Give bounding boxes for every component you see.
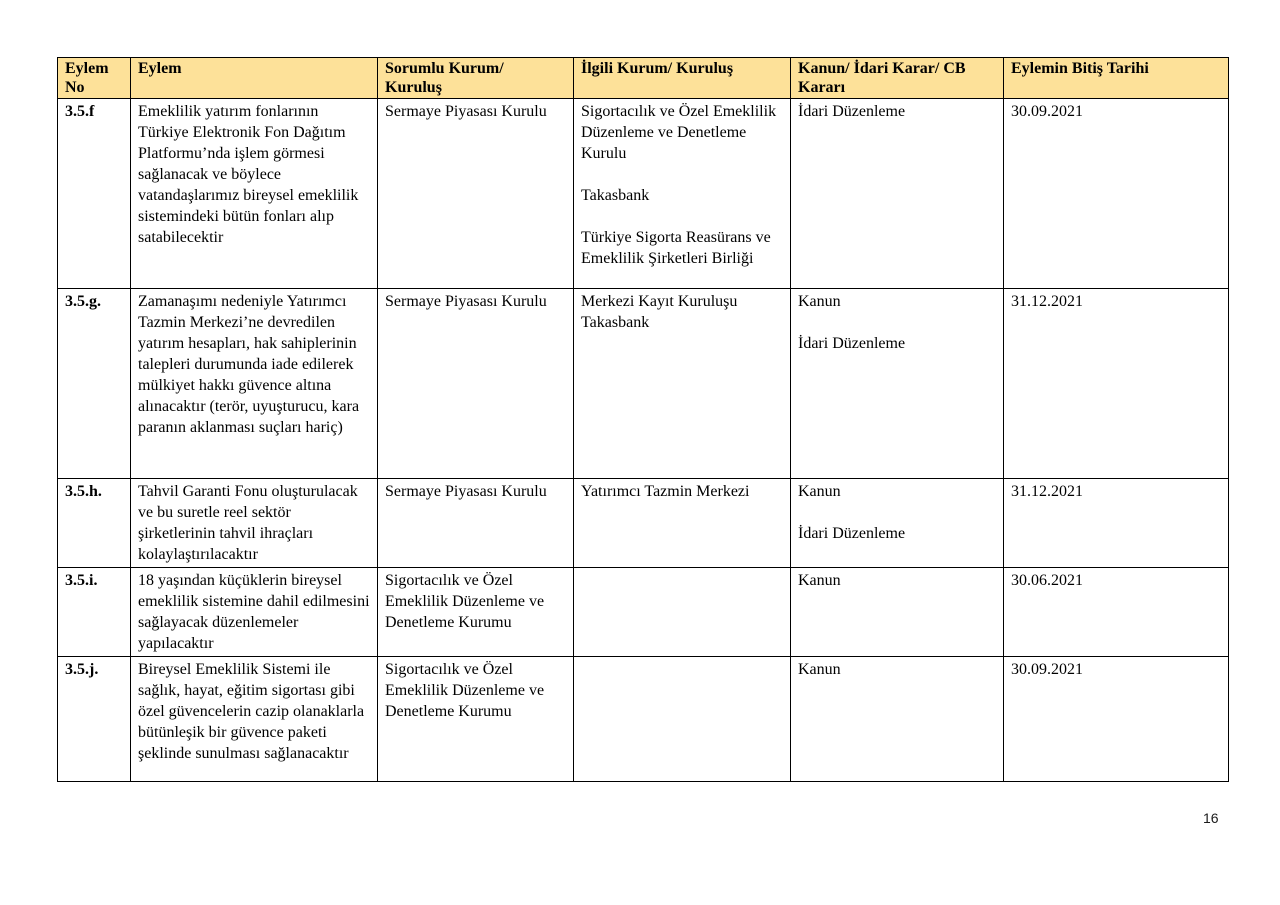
cell-paragraph: Sigortacılık ve Özel Emeklilik Düzenleme ve Denetleme Kurumu [385, 572, 545, 631]
cell-tarih [1004, 99, 1229, 289]
cell-paragraph [581, 164, 783, 185]
table-row [58, 479, 1229, 568]
table-row [58, 99, 1229, 289]
cell-paragraph: Zamanaşımı nedeniyle Yatırımcı Tazmin Merkezi’ne devredilen yatırım hesapları, hak sahiplerinin talepleri durumunda iade edilerek mülkiyet hakkı güvence altına alınacaktır (terör, uyuşturucu, kara paranın aklanması suçları hariç) [138, 293, 360, 436]
cell-tarih [1004, 568, 1229, 657]
cell-paragraph: 3.5.j. [65, 661, 99, 678]
cell-tarih [1004, 479, 1229, 568]
cell-no [58, 99, 131, 289]
cell-eylem [131, 657, 378, 782]
cell-sorumlu [378, 657, 574, 782]
header-row [58, 58, 1229, 99]
cell-ilgili [574, 657, 791, 782]
table-body [58, 99, 1229, 782]
header-cell-ilgili [574, 58, 791, 99]
cell-ilgili [574, 99, 791, 289]
cell-paragraph: 31.12.2021 [1011, 293, 1083, 310]
header-line: Kanun/ İdari Karar/ CB [798, 60, 966, 77]
cell-paragraph: Sermaye Piyasası Kurulu [385, 103, 547, 120]
cell-sorumlu [378, 99, 574, 289]
table-row [58, 289, 1229, 479]
header-line: No [65, 79, 85, 96]
header-line: Eylem [138, 60, 182, 77]
cell-paragraph: Merkezi Kayıt Kuruluşu Takasbank [581, 293, 738, 331]
cell-paragraph: 18 yaşından küçüklerin bireysel emeklilik sistemine dahil edilmesini sağlayacak düzenlemeler yapılacaktır [138, 572, 370, 652]
cell-paragraph [798, 312, 996, 333]
cell-paragraph: Kanun [798, 483, 841, 500]
cell-tarih [1004, 289, 1229, 479]
header-line: Kararı [798, 79, 846, 96]
cell-paragraph: İdari Düzenleme [798, 335, 906, 352]
cell-no [58, 657, 131, 782]
cell-paragraph: İdari Düzenleme [798, 103, 906, 120]
cell-no [58, 568, 131, 657]
cell-kanun [791, 99, 1004, 289]
cell-eylem [131, 289, 378, 479]
header-cell-tarih [1004, 58, 1229, 99]
cell-paragraph: 3.5.i. [65, 572, 98, 589]
cell-paragraph: 30.09.2021 [1011, 661, 1083, 678]
cell-eylem [131, 568, 378, 657]
table-row [58, 568, 1229, 657]
cell-sorumlu [378, 479, 574, 568]
header-cell-kanun [791, 58, 1004, 99]
cell-paragraph: 3.5.g. [65, 293, 101, 310]
header-cell-eylem [131, 58, 378, 99]
cell-kanun [791, 568, 1004, 657]
header-line: İlgili Kurum/ Kuruluş [581, 60, 734, 77]
header-line: Sorumlu Kurum/ [385, 60, 504, 77]
cell-paragraph: Bireysel Emeklilik Sistemi ile sağlık, hayat, eğitim sigortası gibi özel güvencelerin cazip olanaklarla bütünleşik bir güvence paketi şeklinde sunulması sağlanacaktır [138, 661, 365, 762]
cell-kanun [791, 657, 1004, 782]
cell-ilgili [574, 289, 791, 479]
cell-paragraph: Kanun [798, 293, 841, 310]
cell-paragraph: Yatırımcı Tazmin Merkezi [581, 483, 750, 500]
header-line: Kuruluş [385, 79, 442, 96]
action-plan-table [57, 57, 1229, 782]
header-line: Eylem [65, 60, 109, 77]
cell-sorumlu [378, 568, 574, 657]
cell-ilgili [574, 568, 791, 657]
header-cell-no [58, 58, 131, 99]
cell-paragraph [798, 502, 996, 523]
cell-paragraph: 3.5.f [65, 103, 95, 120]
cell-paragraph: Emeklilik yatırım fonlarının Türkiye Elektronik Fon Dağıtım Platformu’nda işlem görmesi sağlanacak ve böylece vatandaşlarımız bireysel emeklilik sistemindeki bütün fonları alıp satabilecektir [138, 103, 359, 246]
cell-kanun [791, 289, 1004, 479]
cell-eylem [131, 479, 378, 568]
cell-paragraph: Kanun [798, 661, 841, 678]
cell-paragraph: Sermaye Piyasası Kurulu [385, 293, 547, 310]
cell-paragraph: 30.09.2021 [1011, 103, 1083, 120]
cell-paragraph: İdari Düzenleme [798, 525, 906, 542]
cell-no [58, 289, 131, 479]
cell-eylem [131, 99, 378, 289]
table-header [58, 58, 1229, 99]
cell-paragraph: Türkiye Sigorta Reasürans ve Emeklilik Şirketleri Birliği [581, 229, 771, 267]
cell-paragraph [581, 206, 783, 227]
header-line: Eylemin Bitiş Tarihi [1011, 60, 1149, 77]
cell-paragraph: 30.06.2021 [1011, 572, 1083, 589]
cell-sorumlu [378, 289, 574, 479]
cell-ilgili [574, 479, 791, 568]
cell-tarih [1004, 657, 1229, 782]
table-row [58, 657, 1229, 782]
cell-paragraph: 3.5.h. [65, 483, 102, 500]
cell-paragraph: Sigortacılık ve Özel Emeklilik Düzenleme ve Denetleme Kurumu [385, 661, 545, 720]
cell-no [58, 479, 131, 568]
cell-paragraph: Kanun [798, 572, 841, 589]
cell-kanun [791, 479, 1004, 568]
header-cell-sorumlu [378, 58, 574, 99]
cell-paragraph: Tahvil Garanti Fonu oluşturulacak ve bu suretle reel sektör şirketlerinin tahvil ihraçları kolaylaştırılacaktır [138, 483, 358, 563]
page-number: 16 [1203, 810, 1219, 826]
cell-paragraph: Sigortacılık ve Özel Emeklilik Düzenleme ve Denetleme Kurulu [581, 103, 777, 162]
cell-paragraph: Sermaye Piyasası Kurulu [385, 483, 547, 500]
cell-paragraph: Takasbank [581, 187, 650, 204]
cell-paragraph: 31.12.2021 [1011, 483, 1083, 500]
